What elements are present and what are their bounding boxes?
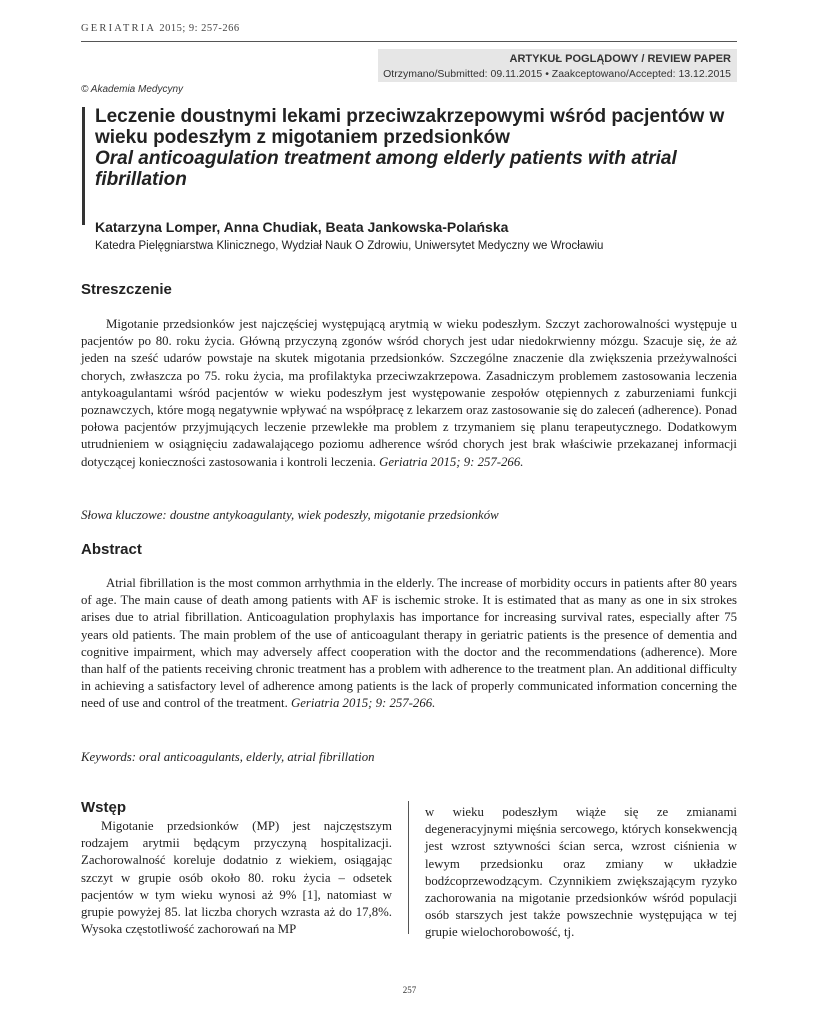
- authors: Katarzyna Lomper, Anna Chudiak, Beata Jankowska-Polańska: [95, 219, 509, 235]
- article-type: ARTYKUŁ POGLĄDOWY / REVIEW PAPER: [509, 53, 731, 65]
- abstract-body: Atrial fibrillation is the most common arrhythmia in the elderly. The increase of morbidity occurs in patients after 80 years of age. The main cause of death among patients with AF is ischemic stroke. It is estimated that as many as one in six strokes arises due to atrial fibrillation. Anticoagulation prophylaxis has importance for increasing survival rates, especially after 75 years old patients. The main problem of the use of anticoagulant therapy in geriatric patients is the presence of dementia and cognitive impairment, which may adversely affect cooperation with the doctor and the recommendations (adherence). More than half of the patients receiving chronic treatment has a problem with adherence to the treatment plan. An additional difficulty in achieving a satisfactory level of adherence among patients is the lack of properly communicated information concerning the need of use and control of the treatment.: [81, 576, 737, 711]
- streszczenie-text: [81, 316, 737, 471]
- article-type-box: [378, 49, 737, 82]
- streszczenie-citation: Geriatria 2015; 9: 257-266.: [379, 454, 524, 469]
- wstep-column-left: Migotanie przedsionków (MP) jest najczęstszym rodzajem arytmii będącym przyczyną hospitalizacji. Zachorowalność koreluje dodatnio z wiekiem, osiągając szczyt w grupie osób około 80. roku życia – odsetek pacjentów w tym wieku wynosi aż 9% [1], natomiast w grupie powyżej 85. lat liczba chorych wzrasta aż do 17,8%. Wysoka częstotliwość zachorowań na MP: [81, 819, 392, 937]
- affiliation: Katedra Pielęgniarstwa Klinicznego, Wydział Nauk O Zdrowiu, Uniwersytet Medyczny we Wrocławiu: [95, 240, 604, 252]
- title-block: [95, 106, 755, 190]
- streszczenie-heading: Streszczenie: [81, 281, 172, 298]
- abstract-citation: Geriatria 2015; 9: 257-266.: [291, 696, 436, 711]
- submission-dates: Otrzymano/Submitted: 09.11.2015 • Zaakceptowano/Accepted: 13.12.2015: [383, 68, 731, 80]
- keywords-english: Keywords: oral anticoagulants, elderly, atrial fibrillation: [81, 750, 375, 764]
- running-header: [81, 23, 240, 34]
- streszczenie-body: Migotanie przedsionków jest najczęściej występującą arytmią w wieku podeszłym. Szczyt zachorowalności występuje u pacjentów po 80. roku życia. Główną przyczyną zgonów wśród chorych jest udar niedokrwienny mózgu. Szacuje się, że aż jeden na sześć udarów powstaje na skutek migotania przedsionków. Szczególne znaczenie dla zwiększenia przeżywalności chorych, zwłaszcza po 75. roku życia, ma profilaktyka przeciwzakrzepowa. Zasadniczym problemem zastosowania leczenia antykoagulantami wśród pacjentów w wieku podeszłym jest występowanie zespołów otępiennych z zaburzeniami funkcji poznawczych, które mogą negatywnie wpływać na współpracę z lekarzem oraz zastosowanie się do zaleceń (adherence). Ponad połowa pacjentów przyjmujących leczenie przewlekłe ma problem z trzymaniem się planu terapeutycznego. Dodatkowym utrudnieniem w osiągnięciu zadawalającego poziomu adherence wśród chorych jest brak właściwie przekazanej informacji dotyczącej konieczności zastosowania i kontroli leczenia.: [81, 317, 737, 469]
- column-divider: [408, 801, 409, 934]
- page-number: 257: [402, 985, 417, 995]
- title-english: Oral anticoagulation treatment among elderly patients with atrial fibrillation: [95, 148, 677, 190]
- journal-name: GERIATRIA: [81, 23, 157, 34]
- header-rule: [81, 41, 737, 42]
- slowa-kluczowe: Słowa kluczowe: doustne antykoagulanty, wiek podeszły, migotanie przedsionków: [81, 508, 499, 522]
- abstract-text: [81, 575, 737, 713]
- title-accent-bar: [82, 107, 85, 225]
- publisher: © Akademia Medycyny: [81, 84, 184, 95]
- wstep-heading: Wstęp: [81, 799, 126, 816]
- abstract-heading: Abstract: [81, 541, 142, 558]
- journal-citation: 2015; 9: 257-266: [159, 23, 240, 34]
- title-polish: Leczenie doustnymi lekami przeciwzakrzepowymi wśród pacjentów w wieku podeszłym z migotaniem przedsionków: [95, 106, 725, 148]
- wstep-column-right: w wieku podeszłym wiąże się ze zmianami degeneracyjnymi mięśnia sercowego, których konsekwencją jest wzrost sztywności ścian serca, wzrost ciśnienia w lewym przedsionku oraz zmiany w układzie bodźcoprzewodzącym. Czynnikiem zwiększającym ryzyko zachorowania na migotanie przedsionków wśród populacji osób starszych jest także powszechnie występująca w tej grupie wielochorobowość, tj.: [425, 805, 737, 940]
